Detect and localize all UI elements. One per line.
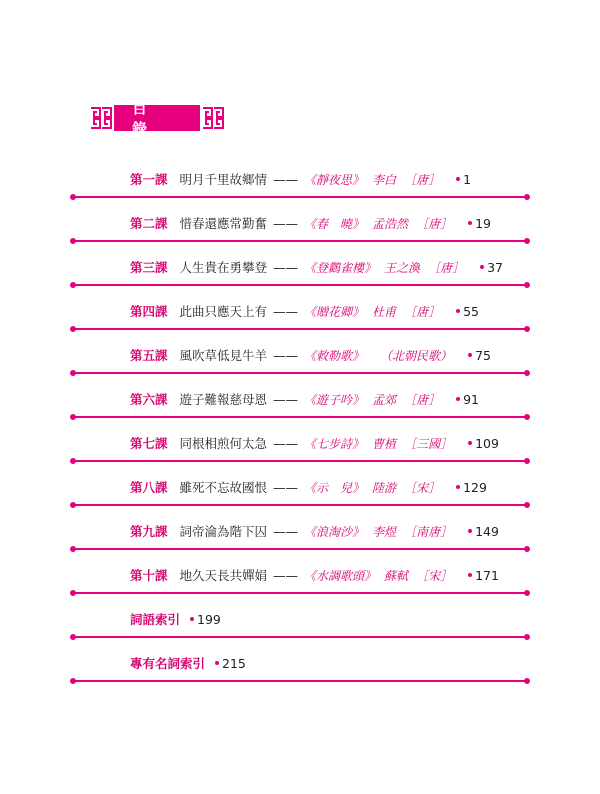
page-number: 129 [463, 479, 487, 495]
bullet-icon [468, 353, 472, 357]
lesson-title: 雖死不忘故國恨 [179, 480, 268, 495]
index-row[interactable] [73, 592, 527, 636]
dash: —— [273, 259, 299, 275]
dash: —— [273, 523, 299, 539]
toc-row[interactable] [73, 460, 527, 504]
lesson-number: 第二課 [130, 216, 168, 231]
poem-author: 杜甫 [372, 304, 397, 319]
dash: —— [273, 347, 299, 363]
dash: —— [273, 215, 299, 231]
dash: —— [273, 303, 299, 319]
page-number: 215 [222, 655, 246, 671]
index-label: 專有名詞索引 [130, 656, 206, 671]
toc-row[interactable] [73, 240, 527, 284]
poem-title: 《七步詩》 [304, 436, 365, 451]
page-number: 37 [487, 259, 503, 275]
toc-row[interactable] [73, 372, 527, 416]
table-of-contents [73, 152, 527, 680]
dash: —— [273, 391, 299, 407]
poem-title: 《水調歌頭》 [304, 568, 377, 583]
page-number: 19 [475, 215, 491, 231]
poem-author: 曹植 [372, 436, 397, 451]
poem-title: 《遊子吟》 [304, 392, 365, 407]
page-number: 171 [475, 567, 499, 583]
lesson-title: 遊子難報慈母恩 [179, 392, 268, 407]
poem-title: 《示 兒》 [304, 480, 365, 495]
page-number: 91 [463, 391, 479, 407]
toc-row[interactable] [73, 152, 527, 196]
toc-row[interactable] [73, 504, 527, 548]
poem-title: 《敕勒歌》 [304, 348, 365, 363]
bullet-icon [468, 221, 472, 225]
dash: —— [273, 567, 299, 583]
page-number: 149 [475, 523, 499, 539]
poem-title: 《靜夜思》 [304, 172, 365, 187]
bullet-icon [215, 661, 219, 665]
poem-title: 《贈花卿》 [304, 304, 365, 319]
poem-author: 李白 [372, 172, 397, 187]
lesson-number: 第七課 [130, 436, 168, 451]
poem-dynasty: （北朝民歌） [380, 348, 453, 363]
lesson-title: 惜春還應常勤奮 [179, 216, 268, 231]
bullet-icon [468, 441, 472, 445]
page-title: 目 錄 [114, 105, 200, 131]
lesson-number: 第九課 [130, 524, 168, 539]
bullet-icon [456, 485, 460, 489]
bullet-icon [468, 529, 472, 533]
bullet-icon [480, 265, 484, 269]
toc-header [88, 99, 226, 138]
bullet-icon [468, 573, 472, 577]
poem-dynasty: ［三國］ [404, 436, 453, 451]
toc-row[interactable] [73, 416, 527, 460]
lesson-title: 此曲只應天上有 [179, 304, 268, 319]
bullet-icon [190, 617, 194, 621]
bullet-icon [456, 309, 460, 313]
poem-title: 《登鸛雀樓》 [304, 260, 377, 275]
lesson-title: 風吹草低見牛羊 [179, 348, 268, 363]
page-number: 199 [197, 611, 221, 627]
index-row[interactable] [73, 636, 527, 680]
lesson-number: 第十課 [130, 568, 168, 583]
poem-dynasty: ［唐］ [404, 304, 441, 319]
toc-row[interactable] [73, 284, 527, 328]
poem-dynasty: ［宋］ [416, 568, 453, 583]
toc-row[interactable] [73, 548, 527, 592]
lesson-number: 第三課 [130, 260, 168, 275]
bullet-icon [456, 177, 460, 181]
poem-author: 陸游 [372, 480, 397, 495]
lesson-number: 第六課 [130, 392, 168, 407]
lesson-title: 同根相煎何太急 [179, 436, 268, 451]
dash: —— [273, 435, 299, 451]
lesson-number: 第五課 [130, 348, 168, 363]
poem-title: 《浪淘沙》 [304, 524, 365, 539]
poem-dynasty: ［唐］ [416, 216, 453, 231]
lesson-number: 第四課 [130, 304, 168, 319]
lesson-title: 詞帝淪為階下囚 [179, 524, 268, 539]
lesson-title: 地久天長共嬋娟 [179, 568, 268, 583]
index-label: 詞語索引 [130, 612, 181, 627]
poem-title: 《春 曉》 [304, 216, 365, 231]
lesson-title: 明月千里故鄉情 [179, 172, 268, 187]
poem-author: 蘇軾 [384, 568, 409, 583]
lesson-number: 第一課 [130, 172, 168, 187]
poem-author: 孟郊 [372, 392, 397, 407]
left-ornament-icon [88, 105, 114, 131]
page-number: 1 [463, 171, 472, 187]
poem-author: 孟浩然 [372, 216, 409, 231]
lesson-number: 第八課 [130, 480, 168, 495]
page-number: 75 [475, 347, 491, 363]
poem-dynasty: ［唐］ [428, 260, 465, 275]
poem-dynasty: ［宋］ [404, 480, 441, 495]
poem-dynasty: ［唐］ [404, 392, 441, 407]
poem-author: 王之渙 [384, 260, 421, 275]
toc-row[interactable] [73, 196, 527, 240]
poem-dynasty: ［唐］ [404, 172, 441, 187]
dash: —— [273, 171, 299, 187]
dash: —— [273, 479, 299, 495]
divider [73, 680, 527, 682]
right-ornament-icon [200, 105, 226, 131]
bullet-icon [456, 397, 460, 401]
lesson-title: 人生貴在勇攀登 [179, 260, 268, 275]
page-number: 55 [463, 303, 479, 319]
toc-row[interactable] [73, 328, 527, 372]
poem-author: 李煜 [372, 524, 397, 539]
page-number: 109 [475, 435, 499, 451]
poem-dynasty: ［南唐］ [404, 524, 453, 539]
